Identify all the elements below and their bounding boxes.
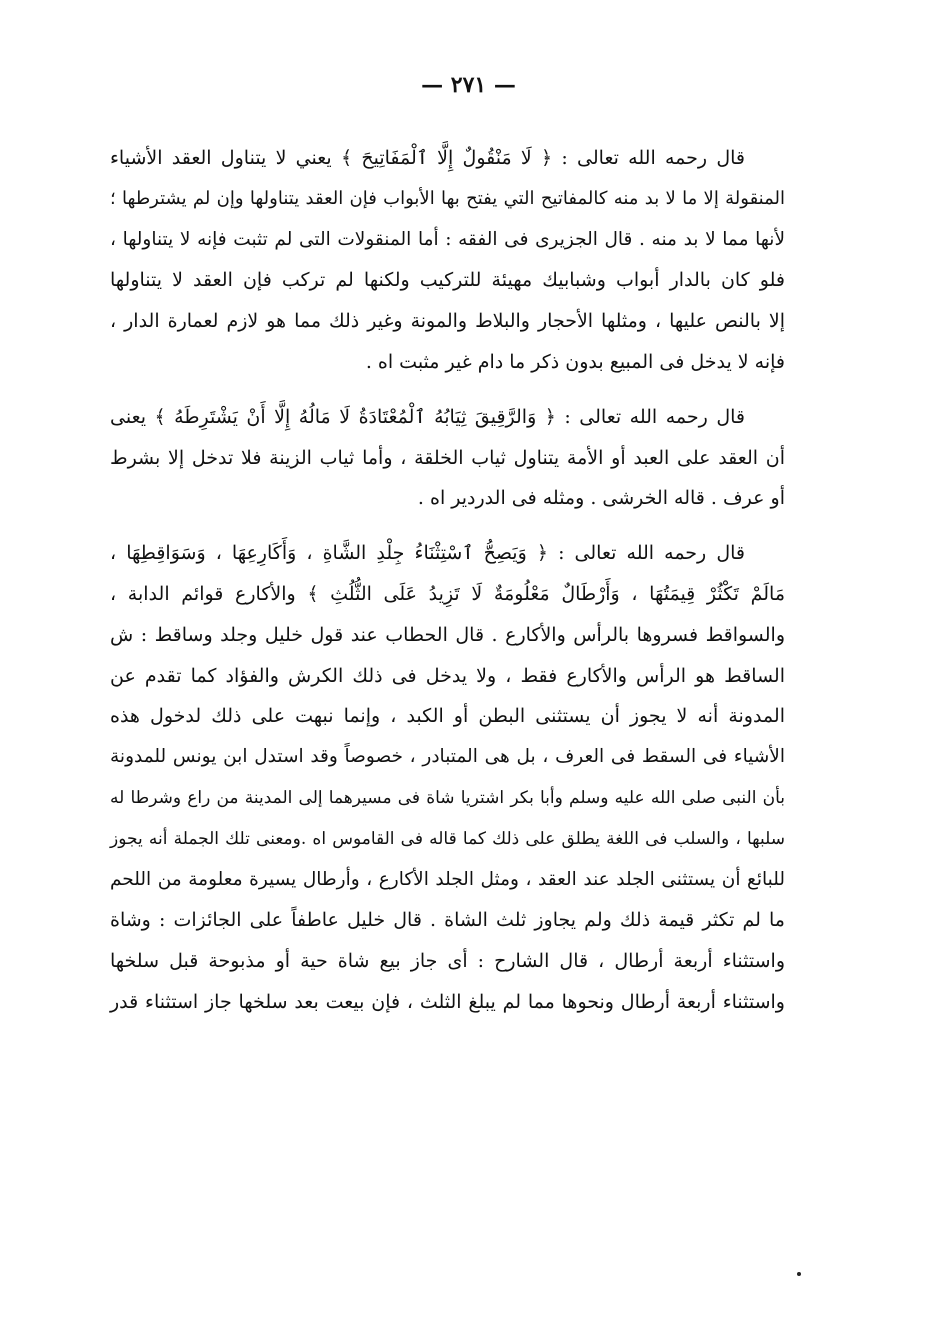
paragraph-slave [110,397,825,519]
text-line: قال رحمه الله تعالى : ﴿ لَا مَنْقُولٌ إِلَّا ٱلْمَفَاتِيحَ ﴾ يعني لا يتناول العقد الأشياء [110,147,745,169]
text-line: أن العقد على العبد أو الأمة يتناول ثياب الخلقة ، وأما ثياب الزينة فلا تدخل إلا بشرط [110,446,785,469]
text-line: أو عرف . قاله الخرشى . ومثله فى الدردير اه . [417,487,785,510]
text-line: الساقط هو الرأس والأكارع فقط ، ولا يدخل فى ذلك الكرش والفؤاد كما تقدم عن [110,664,785,687]
text-line: قال رحمه الله تعالى : ﴿ وَيَصِحُّ ٱسْتِثْنَاءُ جِلْدِ الشَّاةِ ، وَأَكَارِعِهَا ، وَسَوَاقِطِهَا ، [110,542,745,565]
text-line: قال رحمه الله تعالى : ﴿ وَالرَّقِيقَ ثِيَابُهُ ٱلْمُعْتَادَةُ لَا مَالُهُ إِلَّا أَنْ يَشْتَرِطَهُ ﴾ يعنى [110,405,745,428]
text-line: لأنها مما لا بد منه . قال الجزيرى فى الفقه : أما المنقولات التى لم تثبت فإنه لا يتناولها ، [110,228,785,250]
body-text [110,138,825,1023]
text-line: بأن النبى صلى الله عليه وسلم وأبا بكر اشتريا شاة فى مسيرهما إلى المدينة من راع وشرطا له [110,787,785,808]
text-line: للبائع أن يستثنى الجلد عند العقد ، ومثل الجلد الأكارع ، وأرطال يسيرة معلومة من اللحم [110,868,785,890]
text-line: إلا بالنص عليها ، ومثلها الأحجار والبلاط والمونة وغير ذلك مما هو لازم لعمارة الدار ، [110,310,785,333]
ink-dot [797,1272,801,1276]
page-number: — ٢٧١ — [421,72,516,98]
text-line: الأشياء فى السقط فى العرف ، بل هى المتبادر ، خصوصاً وقد استدل ابن يونس للمدونة [110,746,785,768]
text-line: المدونة أنه لا يجوز أن يستثنى البطن أو الكبد ، وإنما نبهت على ذلك لدخول هذه [110,705,785,728]
text-line: فإنه لا يدخل فى المبيع بدون ذكر ما دام غير مثبت اه . [365,350,785,373]
text-line: المنقولة إلا ما لا بد منه كالمفاتيح التي يفتح بها الأبواب فإن العقد يتناولها وإن لم يشترطها ؛ [110,187,785,209]
text-line: ما لم تكثر قيمة ذلك ولم يجاوز ثلث الشاة . قال خليل عاطفاً على الجائزات : وشاة [110,909,785,932]
text-line: فلو كان بالدار أبواب وشبابيك مهيئة للتركيب ولكنها لم تركب فإن العقد لا يتناولها [110,269,785,292]
text-line: واستثناء أربعة أرطال ونحوها مما لم يبلغ الثلث ، فإن بيعت بعد سلخها جاز استثناء قدر [110,990,785,1013]
paragraph-keys [110,138,825,383]
text-line: والسواقط فسروها بالرأس والأكارع . قال الحطاب عند قول خليل وجلد وساقط : ش [110,623,785,646]
paragraph-sheep [110,533,825,1023]
text-line: سلبها ، والسلب فى اللغة يطلق على ذلك كما قاله فى القاموس اه .ومعنى تلك الجملة أنه يجوز [110,828,785,849]
text-line: واستثناء أربعة أرطال ، قال الشارح : أى جاز بيع شاة حية أو مذبوحة قبل سلخها [110,950,785,973]
text-line: مَالَمْ تَكْثُرْ قِيمَتُهَا ، وَأَرْطَالٌ مَعْلُومَةٌ لَا تَزِيدُ عَلَى الثُّلُثِ ﴾ والأكارع قوائم الدابة ، [110,582,785,605]
